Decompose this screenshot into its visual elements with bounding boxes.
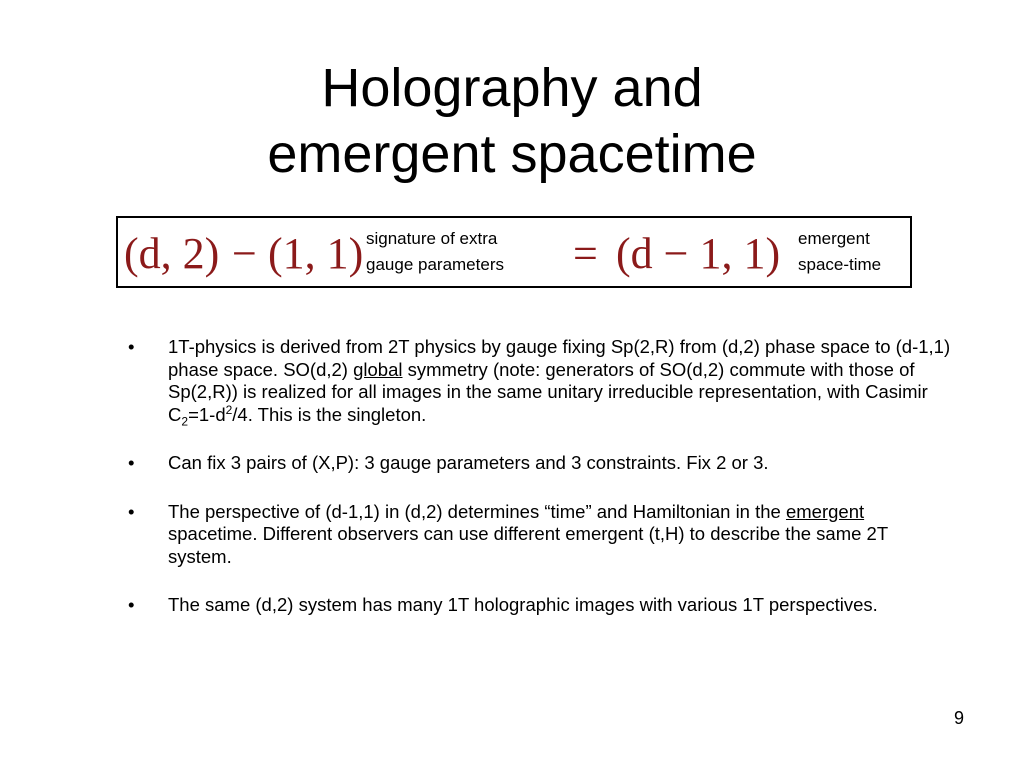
bullet-text: The same (d,2) system has many 1T holographic images with various 1T perspectives. bbox=[168, 594, 878, 615]
superscript: 2 bbox=[225, 402, 233, 417]
equation-term-rhs: (d − 1, 1) bbox=[616, 229, 781, 278]
equation-term-11: (1, 1) bbox=[268, 229, 364, 278]
bullet-text: 1T-physics is derived from 2T physics by gauge fixing Sp(2,R) from (d,2) phase space to (d-1,1) phase space. SO(d,2) bbox=[168, 336, 951, 380]
equation-minus: − bbox=[232, 229, 257, 278]
equation-equals: = bbox=[573, 229, 598, 278]
equation-term-d2: (d, 2) bbox=[124, 229, 220, 278]
note-signature bbox=[366, 226, 504, 278]
underlined-word: global bbox=[353, 358, 403, 380]
bullet-list bbox=[124, 336, 954, 643]
bullet-item-3 bbox=[124, 501, 954, 569]
bullet-item-4 bbox=[124, 594, 954, 617]
bullet-text: symmetry (note: generators of SO(d,2) commute with those of Sp(2,R)) is realized for all images in the same unitary irreducible representation, with Casimir C bbox=[168, 358, 928, 425]
note-emergent-line-2: space-time bbox=[798, 255, 882, 274]
slide-title bbox=[0, 55, 1024, 187]
bullet-text: =1-d bbox=[188, 403, 226, 425]
page-number: 9 bbox=[953, 708, 964, 728]
bullet-text: The perspective of (d-1,1) in (d,2) determines “time” and Hamiltonian in the bbox=[168, 500, 786, 522]
note-signature-line-1: signature of extra bbox=[366, 229, 498, 248]
underlined-word: emergent bbox=[785, 500, 865, 522]
bullet-dot: • bbox=[128, 336, 135, 357]
title-line-2: emergent spacetime bbox=[267, 124, 757, 184]
bullet-item-1 bbox=[124, 336, 954, 429]
subscript: 2 bbox=[181, 414, 189, 429]
bullet-dot: • bbox=[128, 500, 135, 522]
bullet-text: spacetime. Different observers can use different emergent (t,H) to describe the same 2T system. bbox=[168, 523, 888, 567]
bullet-dot: • bbox=[128, 452, 135, 473]
note-emergent bbox=[798, 226, 881, 278]
bullet-dot: • bbox=[128, 594, 135, 615]
bullet-item-2 bbox=[124, 452, 954, 475]
title-line-1: Holography and bbox=[321, 58, 703, 118]
note-emergent-line-1: emergent bbox=[798, 229, 870, 248]
bullet-text: /4. This is the singleton. bbox=[232, 403, 427, 425]
equation-box bbox=[116, 216, 912, 288]
bullet-text: Can fix 3 pairs of (X,P): 3 gauge parameters and 3 constraints. Fix 2 or 3. bbox=[168, 452, 769, 473]
note-signature-line-2: gauge parameters bbox=[366, 255, 504, 274]
